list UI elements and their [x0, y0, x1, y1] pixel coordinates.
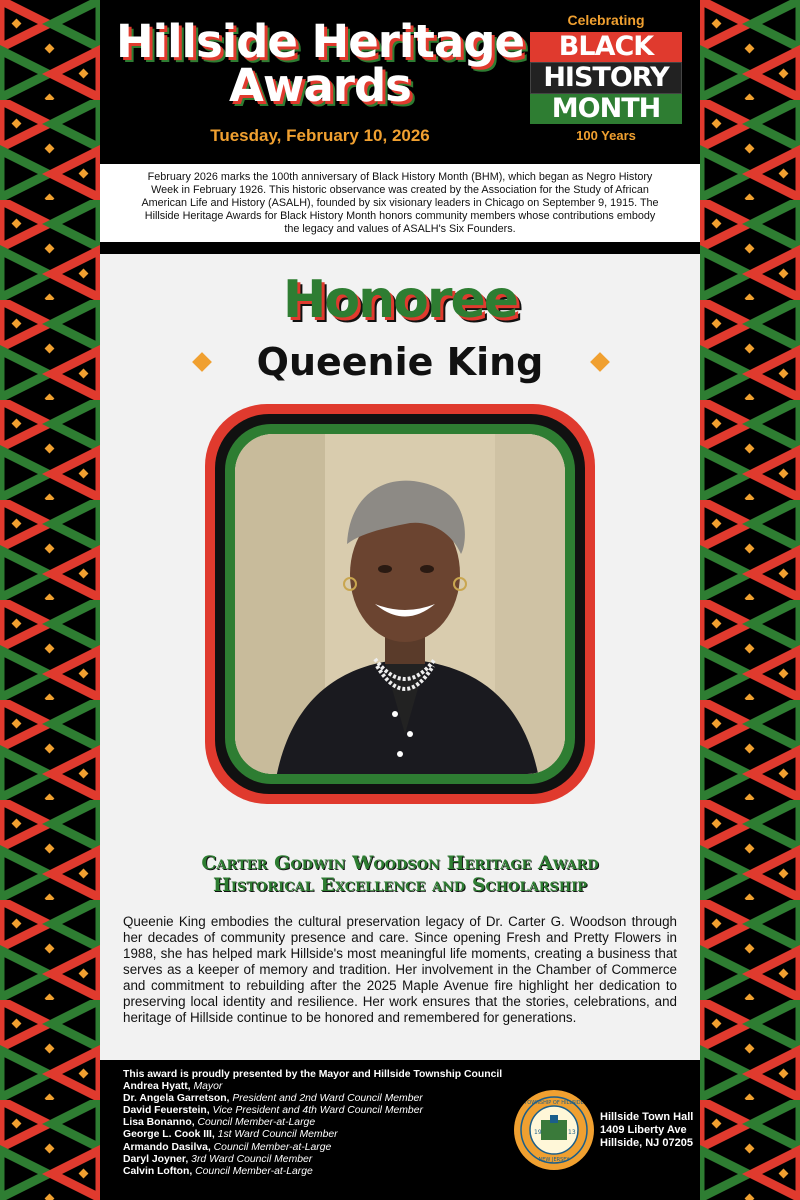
council-member: Dr. Angela Garretson, President and 2nd Ward Council Member — [123, 1093, 423, 1105]
photo-frame — [205, 404, 595, 804]
bhm-line-history: HISTORY — [530, 62, 682, 94]
seal-bottom-text: NEW JERSEY — [538, 1157, 570, 1163]
bhm-badge — [530, 12, 682, 143]
council-member: Lisa Bonanno, Council Member-at-Large — [123, 1117, 316, 1129]
honoree-panel — [100, 254, 700, 1060]
award-title — [100, 852, 700, 896]
honoree-photo — [235, 434, 565, 774]
award-title-line2: Historical Excellence and Scholarship — [212, 874, 588, 896]
bhm-years: 100 Years — [576, 128, 636, 143]
town-hall-address — [600, 1111, 693, 1150]
right-pattern-border — [700, 0, 800, 1200]
presenters-block — [123, 1069, 513, 1178]
honoree-bio: Queenie King embodies the cultural preservation legacy of Dr. Carter G. Woodson through her decades of community presence and care. Since opening Fresh and Pretty Flowers in 1988, she has helped mark Hillside's most meaningful life moments, creating a business that serves as a keeper of memory and tradition. Her involvement in the Chamber of Commerce and commitment to rebuilding after the 2025 Maple Avenue fire highlight her dedication to preserving local identity and resilience. Her work ensures that the stories, celebrations, and heritage of Hillside continue to be honored and remembered for generations. — [123, 914, 677, 1025]
honoree-name: Queenie King — [256, 340, 544, 384]
bhm-line-black: BLACK — [530, 32, 682, 62]
seal-year-right: 13 — [568, 1129, 576, 1136]
council-member: Calvin Lofton, Council Member-at-Large — [123, 1165, 313, 1177]
poster-center — [100, 0, 700, 1200]
portrait-illustration — [235, 434, 565, 774]
seal-year-left: 19 — [534, 1129, 542, 1136]
event-title-line2: Awards — [229, 59, 411, 112]
left-pattern-border — [0, 0, 100, 1200]
council-member: Andrea Hyatt, Mayor — [123, 1081, 223, 1093]
bhm-line-month: MONTH — [530, 94, 682, 124]
event-title — [100, 15, 540, 112]
council-member: George L. Cook III, 1st Ward Council Member — [123, 1129, 338, 1141]
seal-top-text: TOWNSHIP OF HILLSIDE — [524, 1100, 584, 1106]
event-date: Tuesday, February 10, 2026 — [210, 126, 430, 145]
council-member: David Feuerstein, Vice President and 4th Ward Council Member — [123, 1105, 423, 1117]
town-hall-street: 1409 Liberty Ave — [600, 1124, 687, 1136]
event-title-line1: Hillside Heritage — [116, 15, 524, 68]
township-seal-icon — [514, 1090, 594, 1170]
award-title-line1: Carter Godwin Woodson Heritage Award — [201, 852, 599, 874]
town-hall-name: Hillside Town Hall — [600, 1111, 694, 1123]
presented-by-line: This award is proudly presented by the Mayor and Hillside Township Council — [123, 1069, 503, 1080]
town-hall-city: Hillside, NJ 07205 — [600, 1137, 693, 1149]
bhm-celebrating: Celebrating — [567, 12, 645, 28]
council-member: Armando Dasilva, Council Member-at-Large — [123, 1141, 332, 1153]
honoree-heading: Honoree — [282, 270, 518, 330]
council-member: Daryl Joyner, 3rd Ward Council Member — [123, 1153, 313, 1165]
intro-text: February 2026 marks the 100th anniversary of Black History Month (BHM), which began as Negro History Week in February 1926. This historic observance was created by the Association for the Study of African American Life and History (ASALH), founded by six visionary leaders in Chicago on September 9, 1915. The Hillside Heritage Awards for Black History Month honors community members whose contributions embody the legacy and values of ASALH's Six Founders. — [100, 164, 700, 242]
